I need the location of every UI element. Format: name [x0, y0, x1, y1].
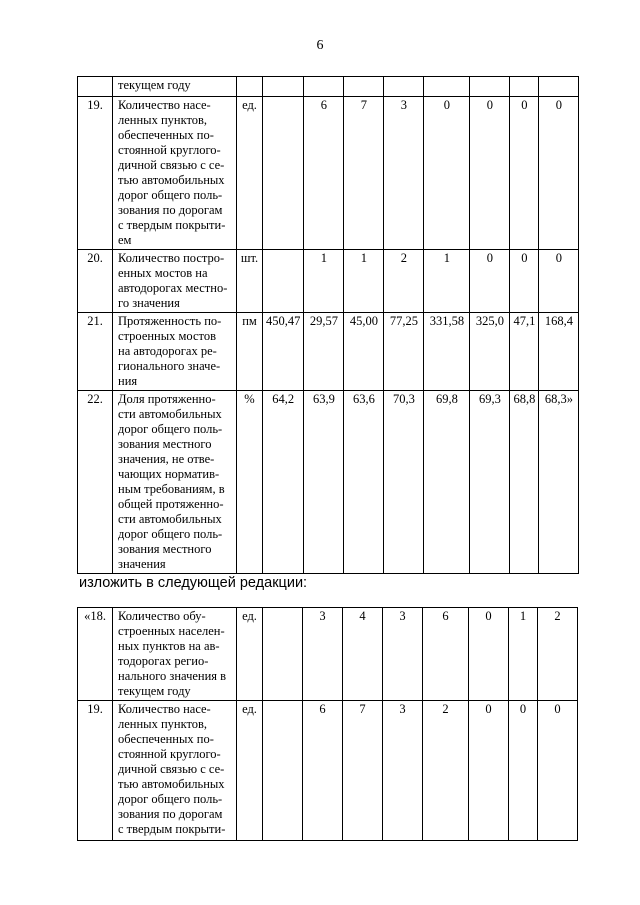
indicator-name-cell: Количество постро- енных мостов на автодорогах местно- го значения: [113, 250, 237, 313]
year-value-cell: 68,3»: [539, 391, 579, 574]
year-value-cell: 4: [343, 608, 383, 701]
year-value-cell: 0: [509, 701, 538, 841]
row-number-cell: 22.: [78, 391, 113, 574]
year-value-cell: 63,6: [344, 391, 384, 574]
new-table-body: [78, 608, 578, 841]
indicator-name-cell: Количество насе- ленных пунктов, обеспеченных по- стоянной круглого- дичной связью с се- тью автомобильных дорог общего поль- зования по дорогам с твердым покрыти-: [113, 701, 237, 841]
indicator-name-cell: Количество насе- ленных пунктов, обеспеченных по- стоянной круглого- дичной связью с се- тью автомобильных дорог общего поль- зования по дорогам с твердым покрыти- ем: [113, 97, 237, 250]
table-row: [78, 97, 579, 250]
row-number-cell: 20.: [78, 250, 113, 313]
base-value-cell: [263, 97, 304, 250]
empty-cell: [470, 77, 510, 97]
year-value-cell: 0: [469, 701, 509, 841]
table-row: [78, 391, 579, 574]
unit-cell: ед.: [237, 701, 263, 841]
unit-cell: ед.: [237, 608, 263, 701]
year-value-cell: 0: [469, 608, 509, 701]
indicators-table-new: [77, 607, 578, 841]
row-number-cell: 21.: [78, 313, 113, 391]
year-value-cell: 68,8: [510, 391, 539, 574]
base-value-cell: 450,47: [263, 313, 304, 391]
year-value-cell: 6: [304, 97, 344, 250]
old-table-body: [78, 77, 579, 574]
empty-cell: [263, 77, 304, 97]
indicator-name-cell: Протяженность по- строенных мостов на автодорогах ре- гионального значе- ния: [113, 313, 237, 391]
page-number: 6: [316, 38, 324, 53]
empty-cell: [539, 77, 579, 97]
table-row: [78, 77, 579, 97]
year-value-cell: 0: [470, 250, 510, 313]
year-value-cell: 69,8: [424, 391, 470, 574]
base-value-cell: [263, 608, 303, 701]
unit-cell: %: [237, 391, 263, 574]
year-value-cell: 45,00: [344, 313, 384, 391]
row-number-cell: 19.: [78, 97, 113, 250]
empty-cell: [344, 77, 384, 97]
table-row: [78, 608, 578, 701]
indicators-table-old: [77, 76, 579, 574]
edition-intro-text: изложить в следующей редакции:: [79, 575, 308, 591]
year-value-cell: 0: [470, 97, 510, 250]
row-number-cell: [78, 77, 113, 97]
year-value-cell: 331,58: [424, 313, 470, 391]
year-value-cell: 29,57: [304, 313, 344, 391]
row-number-cell: 19.: [78, 701, 113, 841]
empty-cell: [510, 77, 539, 97]
empty-cell: [237, 77, 263, 97]
year-value-cell: 168,4: [539, 313, 579, 391]
unit-cell: ед.: [237, 97, 263, 250]
year-value-cell: 0: [539, 97, 579, 250]
indicator-name-cell: текущем году: [113, 77, 237, 97]
year-value-cell: 77,25: [384, 313, 424, 391]
year-value-cell: 2: [538, 608, 578, 701]
year-value-cell: 0: [510, 250, 539, 313]
empty-cell: [384, 77, 424, 97]
indicator-name-cell: Доля протяженно- сти автомобильных дорог общего поль- зования местного значения, не отве- чающих норматив- ным требованиям, в общей протяженно- сти автомобильных дорог общего поль- зования местного значения: [113, 391, 237, 574]
year-value-cell: 325,0: [470, 313, 510, 391]
year-value-cell: 3: [383, 608, 423, 701]
year-value-cell: 2: [423, 701, 469, 841]
unit-cell: шт.: [237, 250, 263, 313]
year-value-cell: 0: [538, 701, 578, 841]
row-number-cell: «18.: [78, 608, 113, 701]
year-value-cell: 69,3: [470, 391, 510, 574]
year-value-cell: 1: [344, 250, 384, 313]
year-value-cell: 70,3: [384, 391, 424, 574]
year-value-cell: 0: [510, 97, 539, 250]
indicator-name-cell: Количество обу- строенных населен- ных пунктов на ав- тодорогах регио- нального значения в текущем году: [113, 608, 237, 701]
year-value-cell: 2: [384, 250, 424, 313]
year-value-cell: 1: [509, 608, 538, 701]
year-value-cell: 0: [539, 250, 579, 313]
year-value-cell: 3: [383, 701, 423, 841]
year-value-cell: 6: [303, 701, 343, 841]
unit-cell: пм: [237, 313, 263, 391]
base-value-cell: 64,2: [263, 391, 304, 574]
table-row: [78, 313, 579, 391]
year-value-cell: 3: [303, 608, 343, 701]
year-value-cell: 63,9: [304, 391, 344, 574]
year-value-cell: 1: [424, 250, 470, 313]
table-row: [78, 701, 578, 841]
year-value-cell: 6: [423, 608, 469, 701]
empty-cell: [424, 77, 470, 97]
empty-cell: [304, 77, 344, 97]
base-value-cell: [263, 250, 304, 313]
year-value-cell: 47,1: [510, 313, 539, 391]
year-value-cell: 7: [343, 701, 383, 841]
year-value-cell: 1: [304, 250, 344, 313]
year-value-cell: 7: [344, 97, 384, 250]
table-row: [78, 250, 579, 313]
base-value-cell: [263, 701, 303, 841]
year-value-cell: 3: [384, 97, 424, 250]
year-value-cell: 0: [424, 97, 470, 250]
